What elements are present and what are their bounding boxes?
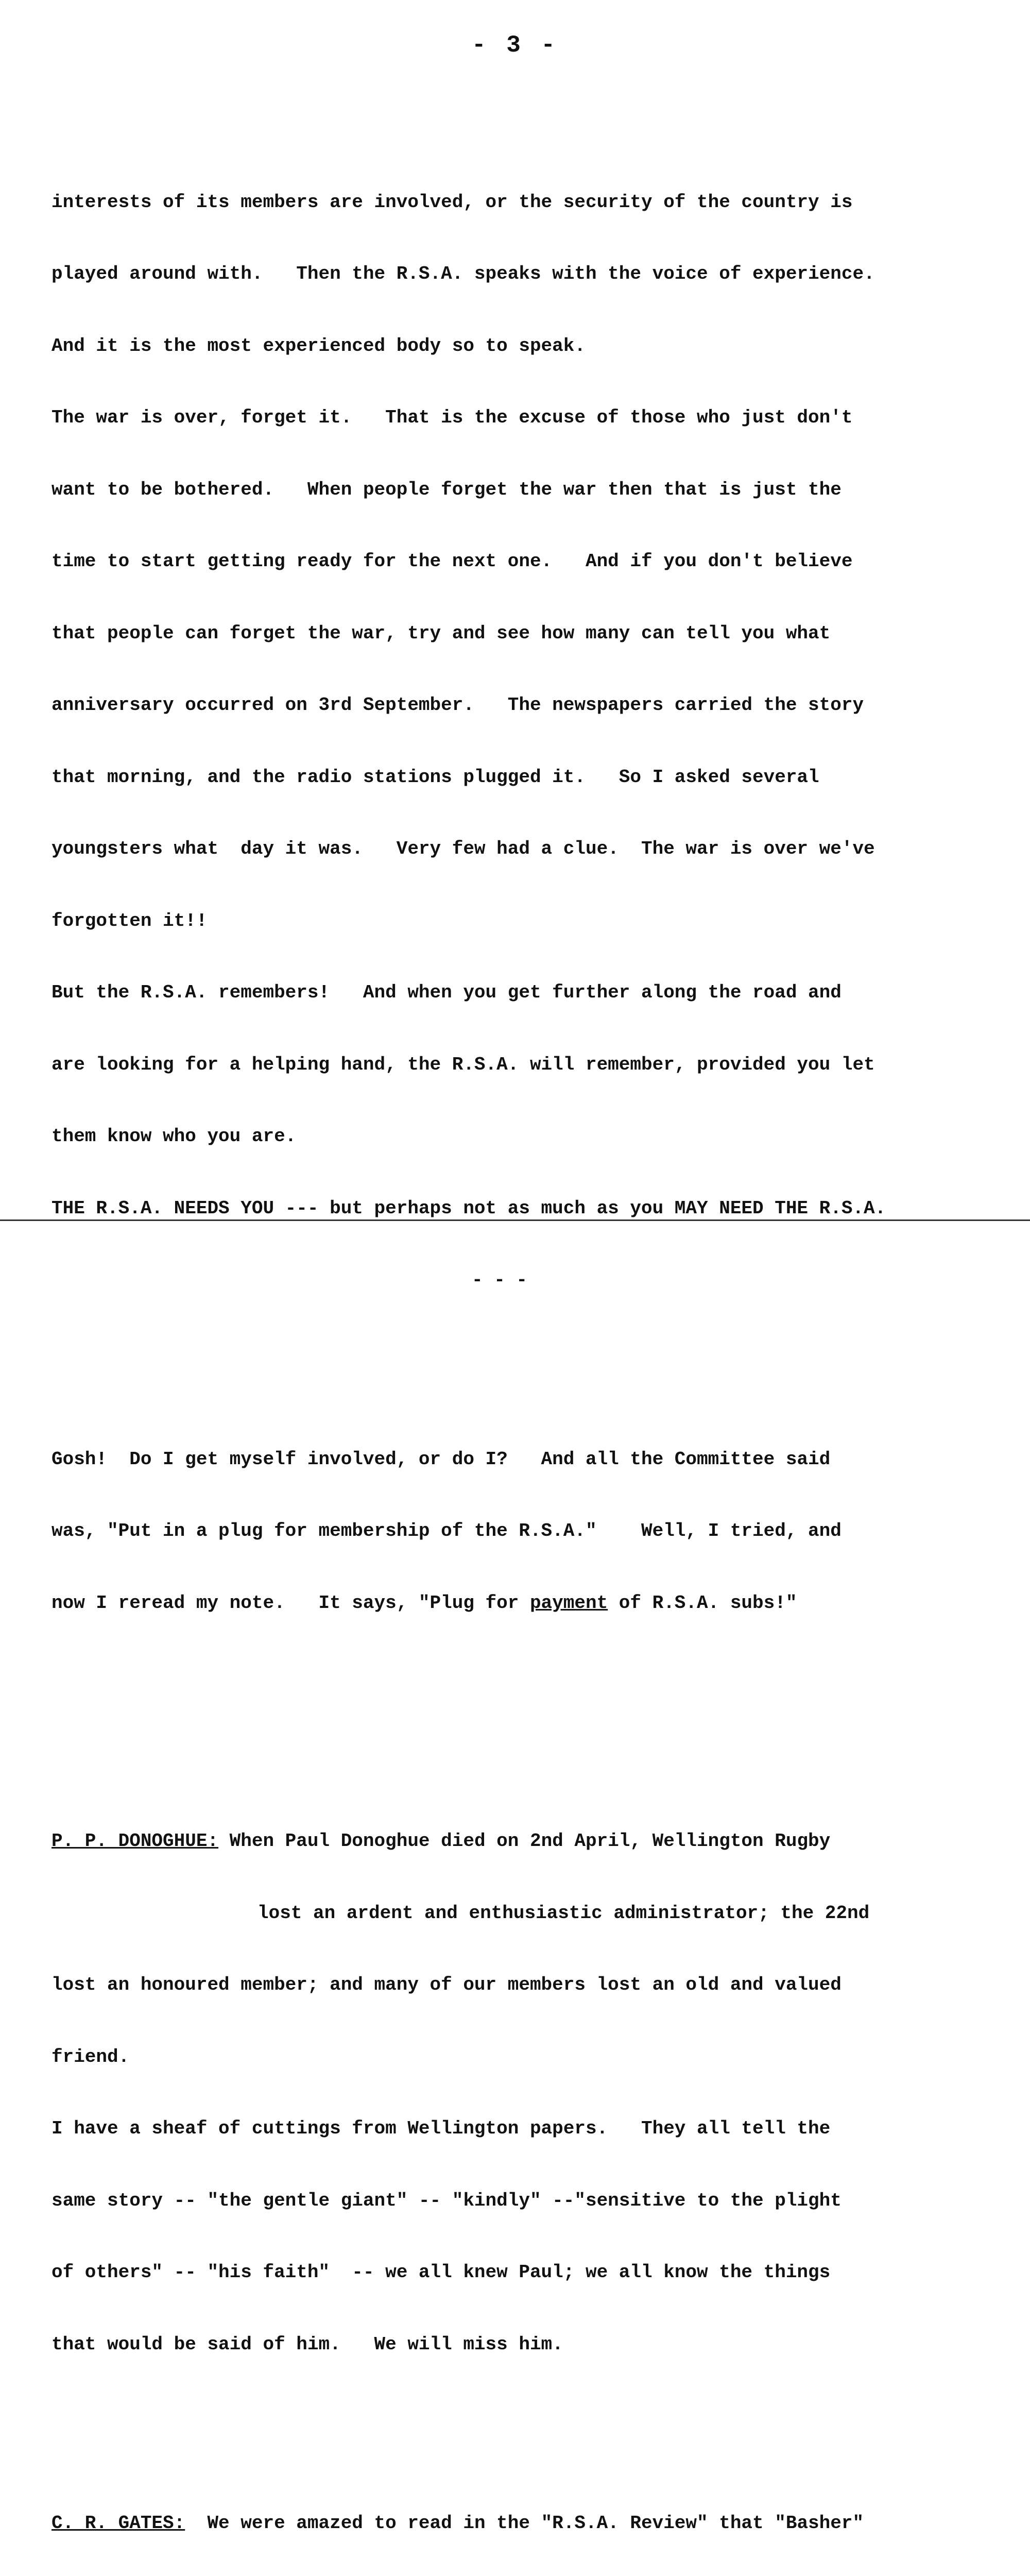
text-line: of others" -- "his faith" -- we all knew Paul; we all know the things [52,2262,831,2283]
text-line: that morning, and the radio stations plugged it. So I asked several [52,766,819,788]
text-line: friend. [52,2046,130,2067]
obituary-gates [52,2512,1009,2536]
obituary-heading: C. R. GATES: [52,2513,185,2534]
text-line: THE R.S.A. NEEDS YOU --- but perhaps not as much as you MAY NEED THE R.S.A. [52,1197,886,1219]
text-line: And it is the most experienced body so to speak. [52,335,586,357]
text-line: played around with. Then the R.S.A. speaks with the voice of experience. [52,263,875,284]
horizontal-rule [0,1219,1030,1221]
text-line: are looking for a helping hand, the R.S.A. will remember, provided you let [52,1054,875,1075]
obituary-donoghue [52,1829,1009,1854]
underlined-word: payment [529,1592,608,1614]
page-number: - 3 - [471,32,559,59]
text-fragment: When Paul Donoghue died on 2nd April, Wellington Rugby [218,1831,831,1852]
text-line: that would be said of him. We will miss him. [52,2333,563,2355]
text-fragment: of R.S.A. subs!" [608,1592,797,1614]
text-line: But the R.S.A. remembers! And when you get further along the road and [52,982,842,1003]
text-line: time to start getting ready for the next one. And if you don't believe [52,551,853,572]
text-line: them know who you are. [52,1126,297,1147]
text-line: was, "Put in a plug for membership of the R.S.A." Well, I tried, and [52,1520,842,1541]
text-line: anniversary occurred on 3rd September. The newspapers carried the story [52,694,864,716]
text-line: same story -- "the gentle giant" -- "kindly" --"sensitive to the plight [52,2190,842,2211]
text-line: forgotten it!! [52,910,208,931]
obituary-heading: P. P. DONOGHUE: [52,1831,219,1852]
text-line: I have a sheaf of cuttings from Wellington papers. They all tell the [52,2118,831,2139]
body-text [52,118,1009,2576]
text-fragment: now I reread my note. It says, "Plug for [52,1592,530,1614]
text-line: youngsters what day it was. Very few had a clue. The war is over we've [52,838,875,859]
text-line: interests of its members are involved, or the security of the country is [52,191,853,213]
text-line: want to be bothered. When people forget the war then that is just the [52,479,842,500]
text-line: that people can forget the war, try and see how many can tell you what [52,622,831,644]
text-fragment: We were amazed to read in the "R.S.A. Review" that "Basher" [185,2513,864,2534]
text-line: Gosh! Do I get myself involved, or do I? And all the Committee said [52,1448,831,1470]
text-line: The war is over, forget it. That is the excuse of those who just don't [52,407,853,428]
section-separator: - - - [471,1269,528,1291]
text-line [52,1591,1009,1616]
text-line: lost an ardent and enthusiastic administrator; the 22nd [258,1902,870,1924]
text-line: lost an honoured member; and many of our members lost an old and valued [52,1974,842,1995]
